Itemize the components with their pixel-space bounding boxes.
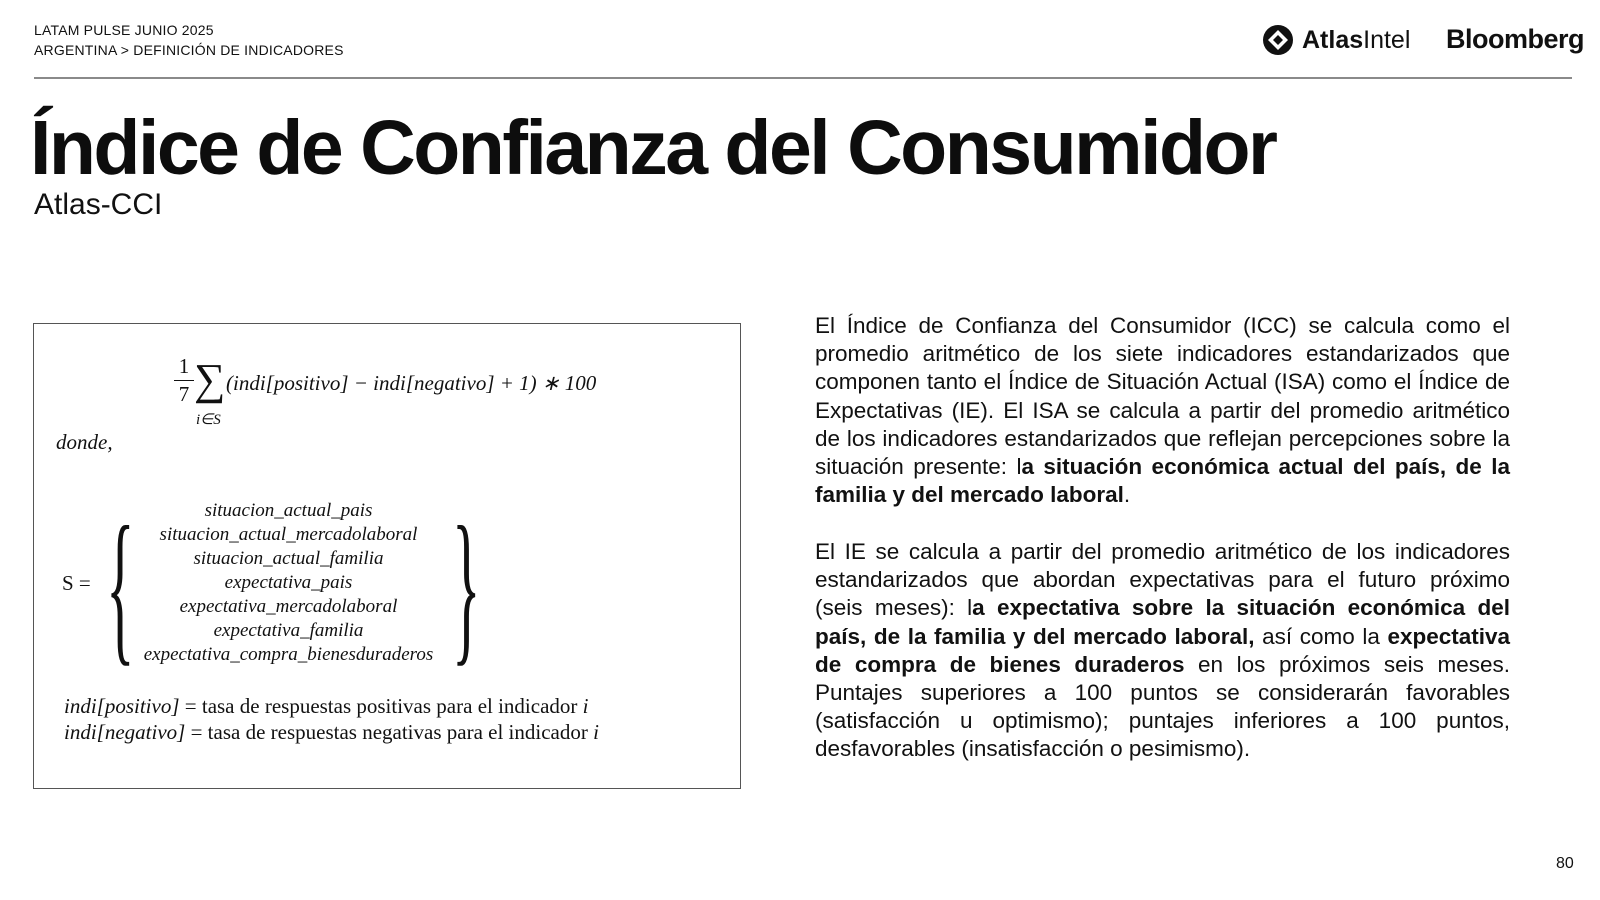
set-label: S = bbox=[62, 571, 91, 595]
definition-positive: indi[positivo] = tasa de respuestas positivas para el indicador i bbox=[64, 694, 589, 718]
description-paragraph-ie: El IE se calcula a partir del promedio aritmético de los indicadores estandarizados que abordan expectativas para el futuro próximo (seis meses): la expectativa sobre la situación económica del país, de la familia y del mercado laboral, así como la expectativa de compra de bienes duraderos en los próximos seis meses. Puntajes superiores a 100 puntos se considerarán favorables (satisfacción u optimismo); puntajes inferiores a 100 puntos, desfavorables (insatisfacción o pesimismo). bbox=[815, 539, 1511, 762]
header-divider bbox=[34, 77, 1572, 79]
fraction-one-seventh: 1 7 bbox=[174, 354, 194, 407]
sum-symbol: ∑ bbox=[194, 355, 226, 404]
description-paragraph-icc: El Índice de Confianza del Consumidor (ICC) se calcula como el promedio aritmético de los siete indicadores estandarizados que componen tanto el Índice de Situación Actual (ISA) como el Índice de Expectativas (IE). El ISA se calcula a partir del promedio aritmético de los indicadores estandarizados que reflejan percepciones sobre la situación presente: la situación económica actual del país, de la familia y del mercado laboral. bbox=[815, 313, 1510, 508]
report-title: LATAM PULSE JUNIO 2025 bbox=[34, 22, 214, 38]
donde-label: donde, bbox=[56, 430, 113, 454]
set-item: situacion_actual_pais bbox=[204, 500, 373, 521]
atlasintel-mark-icon bbox=[1262, 24, 1294, 56]
set-item: situacion_actual_familia bbox=[193, 548, 384, 569]
set-item: expectativa_familia bbox=[213, 620, 364, 641]
atlasintel-logo bbox=[1262, 24, 1410, 56]
main-expression: (indi[positivo] − indi[negativo] + 1) ∗ 100 bbox=[226, 371, 597, 395]
definition-negative: indi[negativo] = tasa de respuestas negativas para el indicador i bbox=[64, 720, 599, 744]
set-item: expectativa_pais bbox=[224, 572, 353, 593]
set-item: expectativa_compra_bienesduraderos bbox=[143, 644, 434, 665]
right-brace: } bbox=[452, 492, 481, 680]
formula-panel bbox=[33, 323, 741, 789]
breadcrumb: ARGENTINA > DEFINICIÓN DE INDICADORES bbox=[34, 42, 344, 58]
page-title: Índice de Confianza del Consumidor bbox=[30, 105, 1276, 191]
sum-subscript: i∈S bbox=[196, 412, 221, 428]
set-item: expectativa_mercadolaboral bbox=[179, 596, 398, 617]
set-item: situacion_actual_mercadolaboral bbox=[159, 524, 418, 545]
atlasintel-wordmark: AtlasIntel bbox=[1302, 25, 1411, 54]
page-subtitle: Atlas-CCI bbox=[34, 188, 163, 221]
bloomberg-logo: Bloomberg bbox=[1446, 24, 1585, 54]
page-number: 80 bbox=[1556, 855, 1574, 872]
left-brace: { bbox=[106, 492, 135, 680]
indicator-set bbox=[126, 499, 451, 667]
